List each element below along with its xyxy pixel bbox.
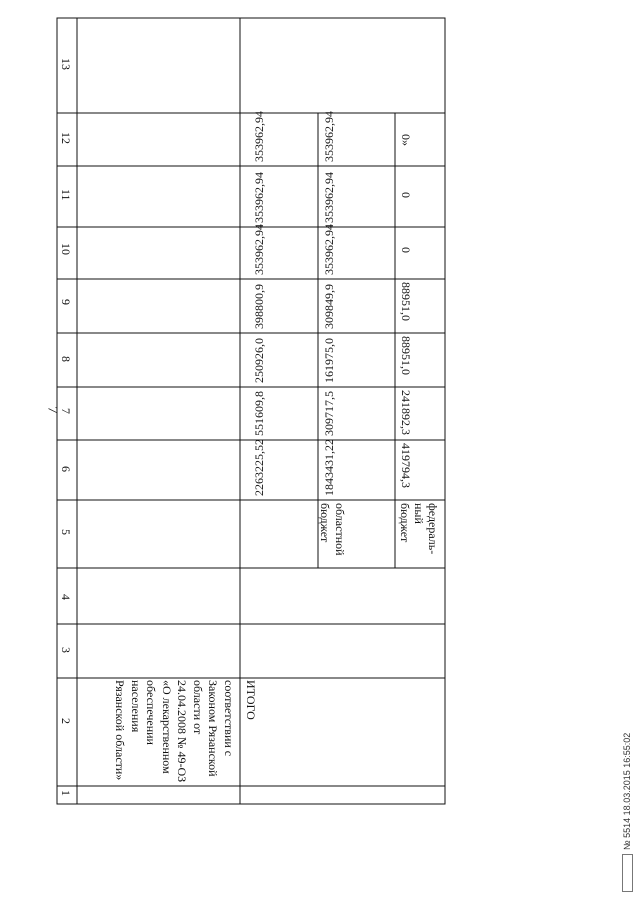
- col-number-11: 11: [59, 189, 73, 201]
- regional-col6: 1843431,22: [322, 439, 336, 496]
- federal-col11: 0: [399, 192, 413, 198]
- col-number-10: 10: [59, 243, 73, 255]
- total-col6: 2263225,52: [252, 439, 266, 496]
- col-number-13: 13: [59, 58, 73, 70]
- col-number-2: 2: [59, 718, 73, 724]
- regional-col7: 309717,5: [322, 391, 336, 436]
- regional-col9: 309849,9: [322, 284, 336, 329]
- col-number-8: 8: [59, 356, 73, 362]
- total-col7: 551609,8: [252, 391, 266, 436]
- col-number-6: 6: [59, 466, 73, 472]
- federal-col9: 88951,0: [399, 282, 413, 321]
- registration-stamp: [592, 592, 632, 892]
- federal-col7: 241892,3: [399, 390, 413, 435]
- col-number-9: 9: [59, 299, 73, 305]
- federal-col10: 0: [399, 247, 413, 253]
- stamp-logo-icon: [622, 854, 633, 892]
- federal-col6: 419794,3: [399, 443, 413, 488]
- regional-col8: 161975,0: [322, 338, 336, 383]
- stamp-text: № 5514 18.03.2015 16:55:02: [622, 732, 632, 850]
- col-number-12: 12: [59, 132, 73, 144]
- col-number-3: 3: [59, 647, 73, 653]
- total-label: ИТОГО: [244, 680, 258, 720]
- regional-col10: 353962,94: [322, 224, 336, 275]
- federal-col12: 0»: [399, 134, 413, 146]
- col-number-7: 7: [59, 408, 73, 414]
- col-number-4: 4: [59, 594, 73, 600]
- total-col9: 398800,9: [252, 284, 266, 329]
- total-col10: 353962,94: [252, 224, 266, 275]
- federal-budget-label: федераль-ный бюджет: [398, 503, 440, 555]
- regional-col11: 353962,94: [322, 172, 336, 223]
- regional-budget-label: областной бюджет: [318, 503, 347, 556]
- regional-col12: 353962,94: [322, 111, 336, 162]
- total-col12: 353962,94: [252, 111, 266, 162]
- page-number: 7: [44, 406, 60, 414]
- col-number-5: 5: [59, 529, 73, 535]
- col-number-1: 1: [59, 790, 73, 796]
- federal-col8: 88951,0: [399, 336, 413, 375]
- total-col11: 353962,94: [252, 172, 266, 223]
- total-col8: 250926,0: [252, 338, 266, 383]
- row-description: соответствии с Законом Рязанской области от 24.04.2008 № 49-ОЗ «О лекарственном обеспечении населения Рязанской области»: [113, 680, 236, 783]
